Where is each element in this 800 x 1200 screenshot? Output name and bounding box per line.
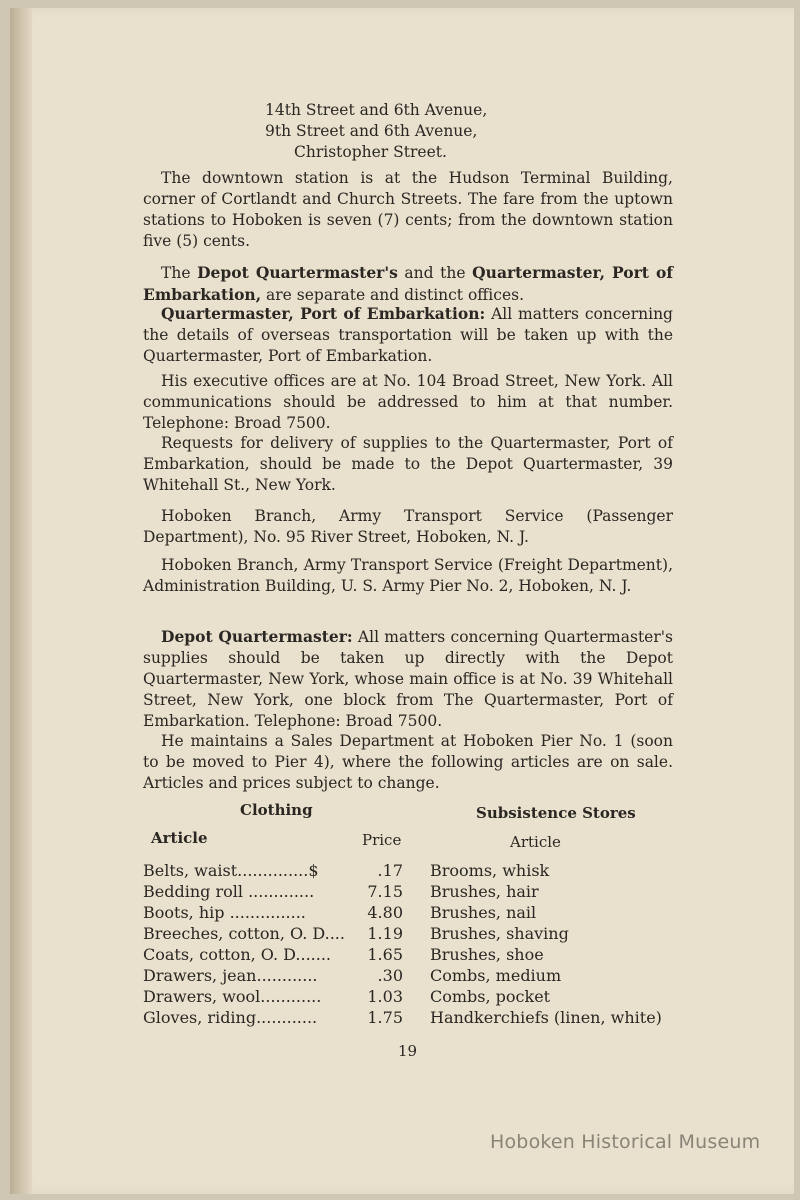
price-column-header: Price: [362, 831, 402, 849]
freight-dept-paragraph: Hoboken Branch, Army Transport Service (Freight Department), Administration Building, U. S. Army Pier No. 2, Hoboken, N. J.: [143, 556, 673, 595]
table-row: Coats, cotton, O. D....... 1.65 Brushes, shoe: [143, 945, 544, 964]
clothing-heading: Clothing: [240, 801, 313, 819]
passenger-dept-paragraph: Hoboken Branch, Army Transport Service (Passenger Department), No. 95 River Street, Hoboken, N. J.: [143, 507, 673, 546]
address-line: Christopher Street.: [294, 143, 447, 161]
table-row: Boots, hip ............... 4.80 Brushes, nail: [143, 903, 537, 922]
article-column-header: Article: [151, 829, 208, 847]
museum-watermark: Hoboken Historical Museum: [490, 1131, 761, 1153]
table-row: Bedding roll ............. 7.15 Brushes, hair: [143, 882, 539, 901]
table-row: Belts, waist..............$ .17 Brooms, whisk: [143, 861, 550, 880]
subsistence-heading: Subsistence Stores: [476, 804, 636, 822]
page-number: 19: [398, 1042, 418, 1060]
table-row: Breeches, cotton, O. D.... 1.19 Brushes, shaving: [143, 924, 569, 943]
requests-paragraph: Requests for delivery of supplies to the Quartermaster, Port of Embarkation, should be made to the Depot Quartermaster, 39 Whitehall St., New York.: [143, 434, 673, 494]
table-row: Gloves, riding............ 1.75 Handkerchiefs (linen, white): [143, 1008, 662, 1027]
sales-paragraph: He maintains a Sales Department at Hoboken Pier No. 1 (soon to be moved to Pier 4), where the following articles are on sale. Articles and prices subject to change.: [143, 732, 673, 792]
subsistence-article-header: Article: [510, 833, 561, 851]
table-row: Drawers, wool............ 1.03 Combs, pocket: [143, 987, 551, 1006]
address-line: 9th Street and 6th Avenue,: [265, 122, 478, 140]
depot-qm-paragraph: Depot Quartermaster: All matters concerning Quartermaster's supplies should be taken up directly with the Depot Quartermaster, New York, whose main office is at No. 39 Whitehall Street, New York, one block from The Quartermaster, Port of Embarkation. Telephone: Broad 7500.: [143, 627, 673, 730]
executive-offices-paragraph: His executive offices are at No. 104 Broad Street, New York. All communications should be addressed to him at that number. Telephone: Broad 7500.: [143, 372, 673, 432]
table-row: Drawers, jean............ .30 Combs, medium: [143, 966, 562, 985]
downtown-paragraph: The downtown station is at the Hudson Terminal Building, corner of Cortlandt and Church Streets. The fare from the uptown stations to Hoboken is seven (7) cents; from the downtown station five (5) cents.: [143, 169, 673, 250]
offices-paragraph: The Depot Quartermaster's and the Quartermaster, Port of Embarkation, are separate and distinct offices.: [143, 263, 674, 304]
station-addresses: [265, 100, 487, 163]
book-gutter: [10, 8, 32, 1194]
qm-port-paragraph: Quartermaster, Port of Embarkation: All matters concerning the details of overseas transportation will be taken up with the Quartermaster, Port of Embarkation.: [143, 304, 673, 365]
address-line: 14th Street and 6th Avenue,: [265, 101, 488, 119]
